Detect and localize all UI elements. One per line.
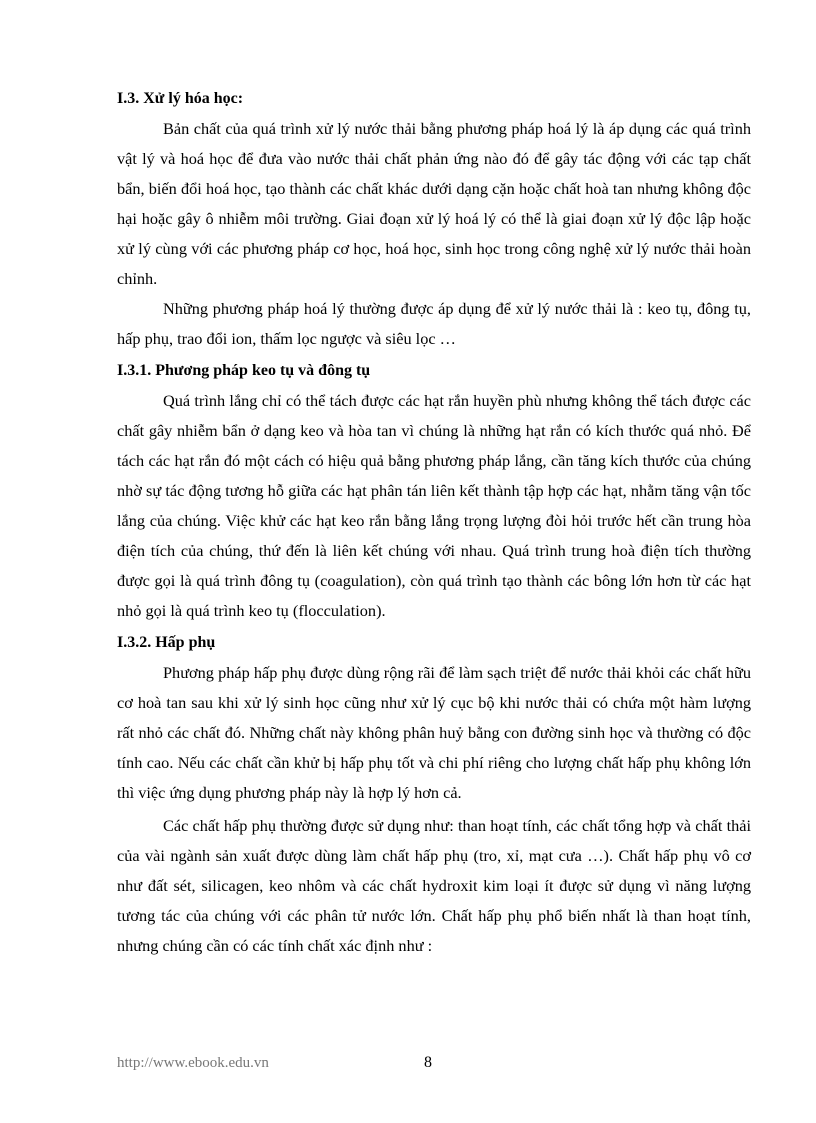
paragraph-coagulation: Quá trình lắng chỉ có thể tách được các hạt rắn huyền phù nhưng không thể tách được các chất gây nhiễm bẩn ở dạng keo và hòa tan vì chúng là những hạt rắn có kích thước quá nhỏ. Để tách các hạt rắn đó một cách có hiệu quả bằng phương pháp lắng, cần tăng kích thước của chúng nhờ sự tác động tương hỗ giữa các hạt phân tán liên kết thành tập hợp các hạt, nhằm tăng vận tốc lắng của chúng. Việc khử các hạt keo rắn bằng lắng trọng lượng đòi hỏi trước hết cần trung hòa điện tích của chúng, thứ đến là liên kết chúng với nhau. Quá trình trung hoà điện tích thường được gọi là quá trình đông tụ (coagulation), còn quá trình tạo thành các bông lớn hơn từ các hạt nhỏ gọi là quá trình keo tụ (flocculation). [117,391,751,620]
subsection-heading-adsorption: I.3.2. Hấp phụ [117,634,216,651]
paragraph-adsorption-1: Phương pháp hấp phụ được dùng rộng rãi để làm sạch triệt để nước thải khỏi các chất hữu cơ hoà tan sau khi xử lý sinh học cũng như xử lý cục bộ khi nước thải có chứa một hàm lượng rất nhỏ các chất đó. Những chất này không phân huỷ bằng con đường sinh học và thường có độc tính cao. Nếu các chất cần khử bị hấp phụ tốt và chi phí riêng cho lượng chất hấp phụ không lớn thì việc ứng dụng phương pháp này là hợp lý hơn cả. [117,663,751,802]
page-content [117,88,751,961]
paragraph-intro: Bản chất của quá trình xử lý nước thải bằng phương pháp hoá lý là áp dụng các quá trình vật lý và hoá học để đưa vào nước thải chất phản ứng nào đó để gây tác động với các tạp chất bẩn, biến đổi hoá học, tạo thành các chất khác dưới dạng cặn hoặc chất hoà tan nhưng không độc hại hoặc gây ô nhiễm môi trường. Giai đoạn xử lý hoá lý có thể là giai đoạn xử lý độc lập hoặc xử lý cùng với các phương pháp cơ học, hoá học, sinh học trong công nghệ xử lý nước thải hoàn chỉnh. [117,119,751,288]
footer-url: http://www.ebook.edu.vn [117,1055,269,1071]
paragraph-adsorption-2: Các chất hấp phụ thường được sử dụng như: than hoạt tính, các chất tổng hợp và chất thải của vài ngành sản xuất được dùng làm chất hấp phụ (tro, xỉ, mạt cưa …). Chất hấp phụ vô cơ như đất sét, silicagen, keo nhôm và các chất hydroxit kim loại ít được sử dụng vì năng lượng tương tác của chúng với các phân tử nước lớn. Chất hấp phụ phổ biến nhất là than hoạt tính, nhưng chúng cần có các tính chất xác định như : [117,816,751,955]
subsection-heading-coagulation: I.3.1. Phương pháp keo tụ và đông tụ [117,362,371,379]
paragraph-methods: Những phương pháp hoá lý thường được áp dụng để xử lý nước thải là : keo tụ, đông tụ, hấp phụ, trao đổi ion, thấm lọc ngược và siêu lọc … [117,299,751,348]
page-number: 8 [424,1054,432,1071]
section-title: I.3. Xử lý hóa học: [117,90,244,107]
